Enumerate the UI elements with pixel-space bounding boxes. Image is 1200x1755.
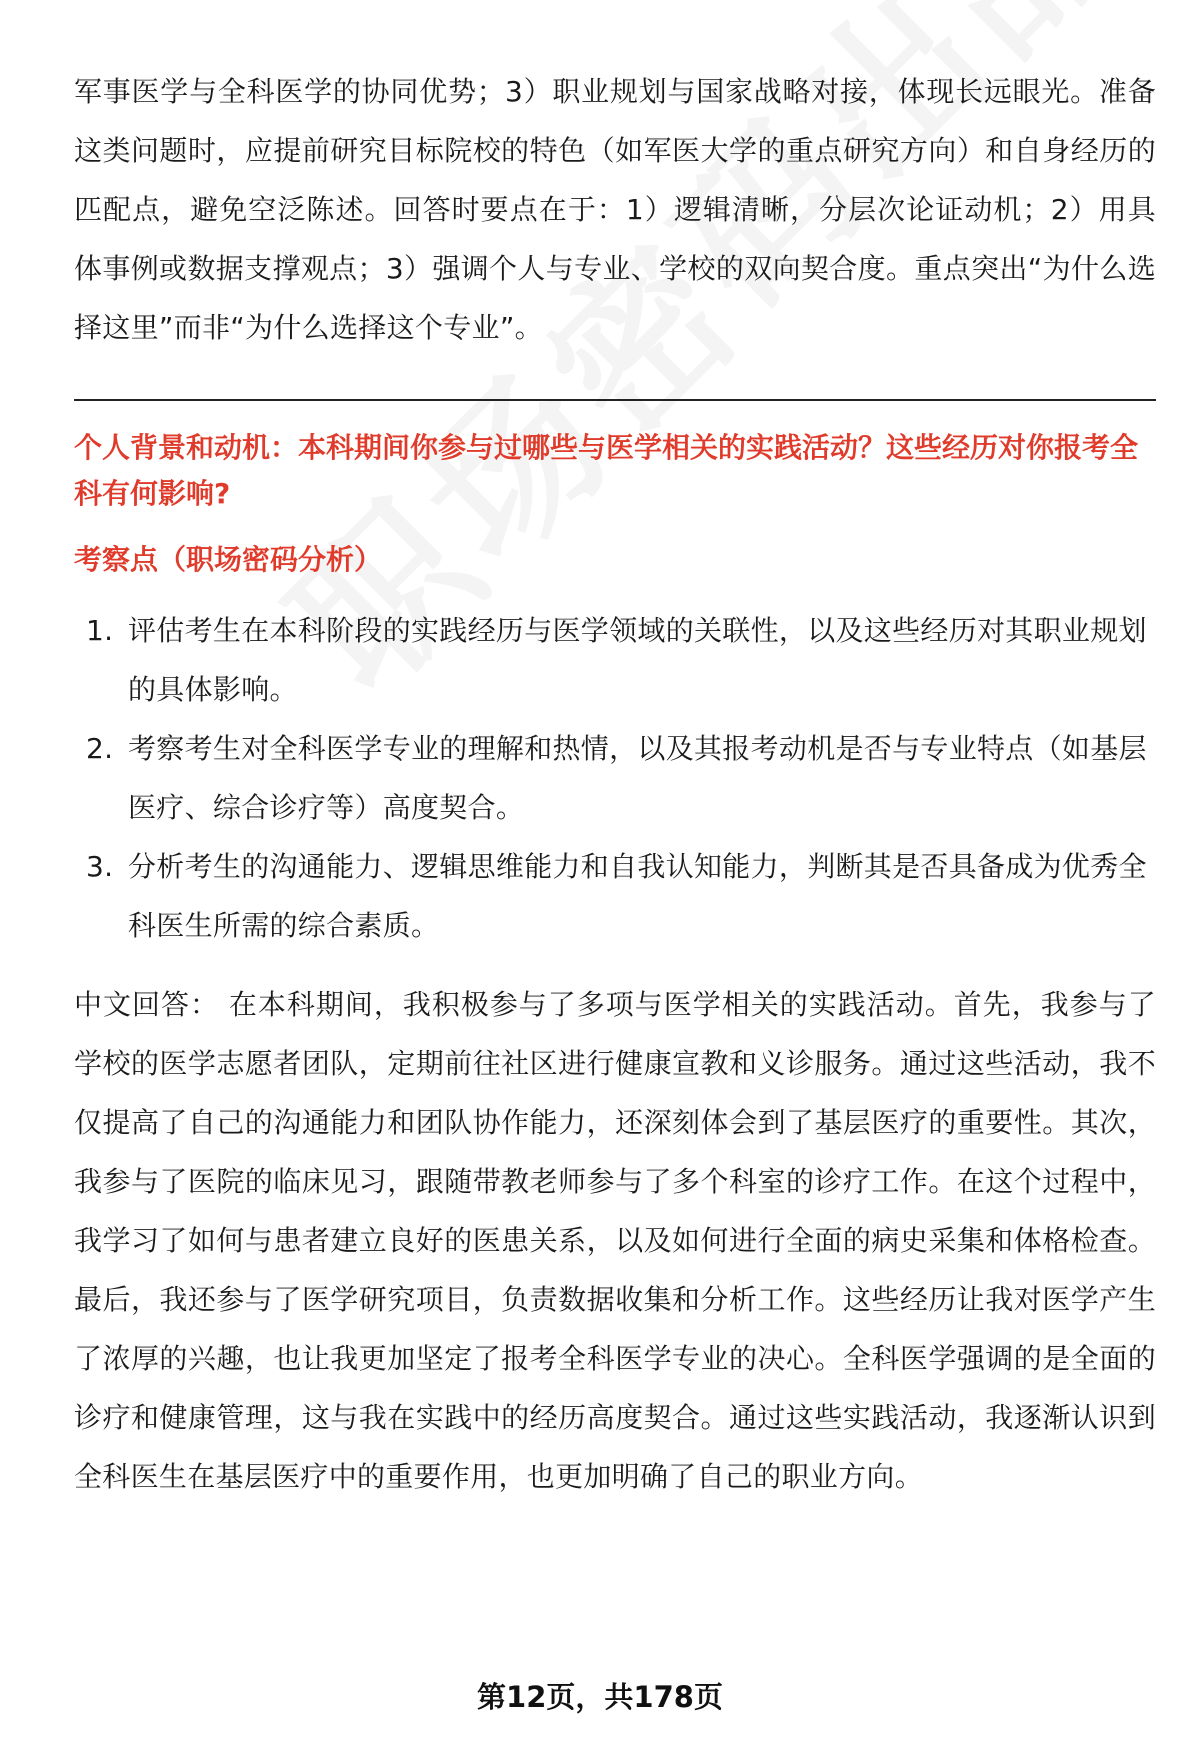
page-number: 第12页，共178页 xyxy=(477,1680,723,1714)
list-number: 2. xyxy=(86,732,114,765)
list-number: 1. xyxy=(86,614,114,647)
answer-paragraph: 中文回答： 在本科期间，我积极参与了多项与医学相关的实践活动。首先，我参与了学校的医学志愿者团队，定期前往社区进行健康宣教和义诊服务。通过这些活动，我不仅提高了自己的沟通能力和团队协作能力，还深刻体会到了基层医疗的重要性。其次，我参与了医院的临床见习，跟随带教老师参与了多个科室的诊疗工作。在这个过程中，我学习了如何与患者建立良好的医患关系，以及如何进行全面的病史采集和体格检查。最后，我还参与了医学研究项目，负责数据收集和分析工作。这些经历让我对医学产生了浓厚的兴趣，也让我更加坚定了报考全科医学专业的决心。全科医学强调的是全面的诊疗和健康管理，这与我在实践中的经历高度契合。通过这些实践活动，我逐渐认识到全科医生在基层医疗中的重要作用，也更加明确了自己的职业方向。 xyxy=(74,988,1156,1493)
question-heading: 个人背景和动机：本科期间你参与过哪些与医学相关的实践活动？这些经历对你报考全科有何影响? xyxy=(74,431,1139,510)
assessment-points-list xyxy=(74,601,1156,955)
list-item-text: 评估考生在本科阶段的实践经历与医学领域的关联性，以及这些经历对其职业规划的具体影响。 xyxy=(128,614,1147,706)
section-divider xyxy=(74,399,1156,401)
assessment-heading: 考察点（职场密码分析） xyxy=(74,543,383,576)
list-item xyxy=(74,601,1156,719)
list-number: 3. xyxy=(86,850,114,883)
list-item-text: 考察考生对全科医学专业的理解和热情，以及其报考动机是否与专业特点（如基层医疗、综合诊疗等）高度契合。 xyxy=(128,732,1147,824)
intro-paragraph: 军事医学与全科医学的协同优势；3）职业规划与国家战略对接，体现长远眼光。准备这类问题时，应提前研究目标院校的特色（如军医大学的重点研究方向）和自身经历的匹配点，避免空泛陈述。回答时要点在于：1）逻辑清晰，分层次论证动机；2）用具体事例或数据支撑观点；3）强调个人与专业、学校的双向契合度。重点突出“为什么选择这里”而非“为什么选择这个专业”。 xyxy=(74,75,1156,344)
list-item-text: 分析考生的沟通能力、逻辑思维能力和自我认知能力，判断其是否具备成为优秀全科医生所需的综合素质。 xyxy=(128,850,1147,942)
list-item xyxy=(74,837,1156,955)
list-item xyxy=(74,719,1156,837)
document-page xyxy=(74,62,1156,1506)
